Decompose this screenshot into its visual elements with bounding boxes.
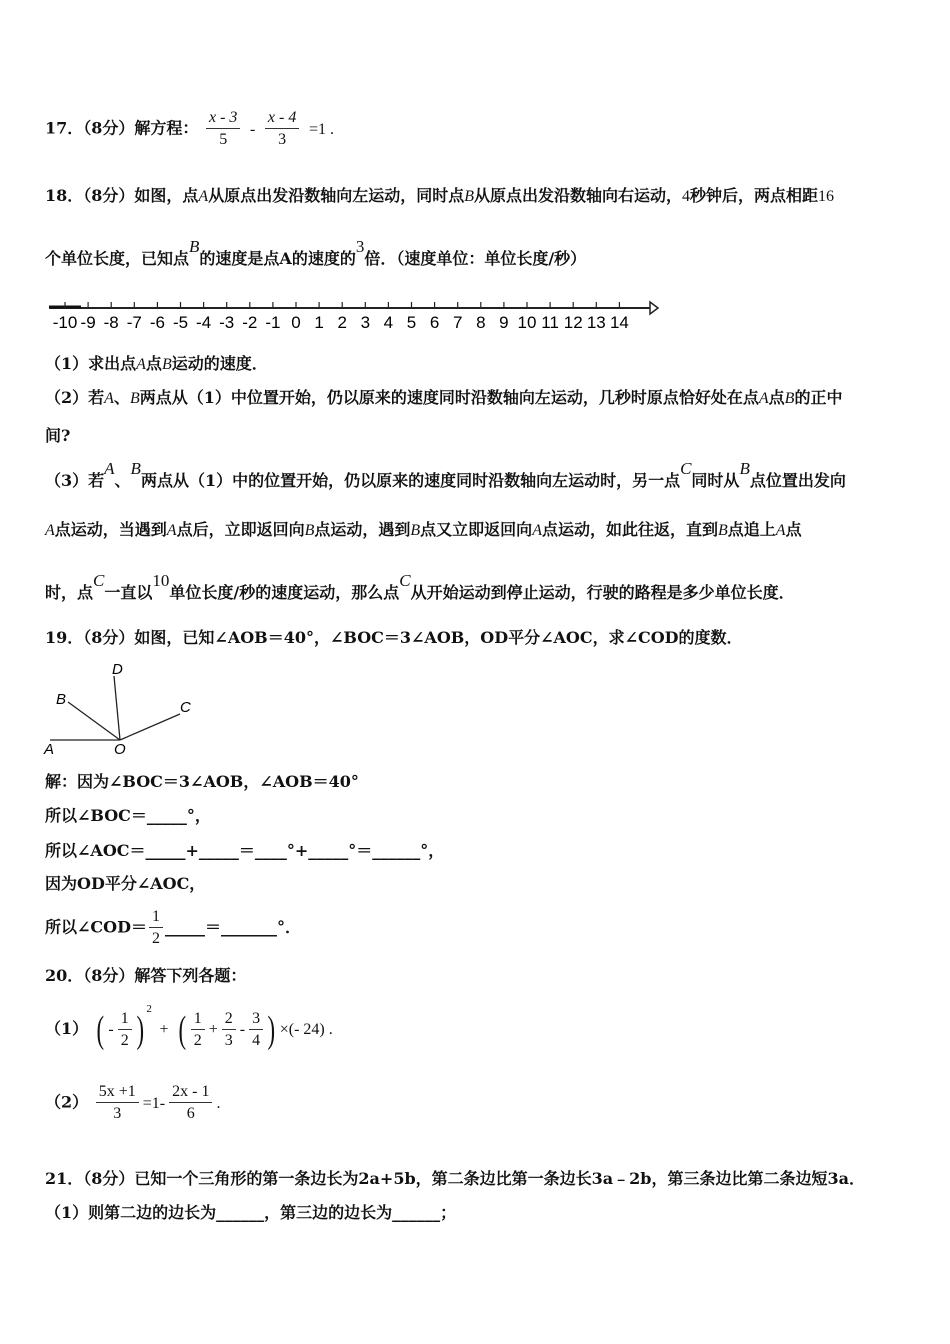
axis-label: 4 [383, 313, 394, 332]
q17-line: 17．（8分）解方程： $\frac{x - 3}{5}$ - $\frac{x - 4}{3}$ =1 . [45, 109, 334, 148]
axis-label: 1 [314, 313, 324, 332]
number-line [45, 296, 665, 340]
label-a: A [44, 741, 55, 758]
q17-number: 17． [45, 118, 84, 138]
q19-step-4: 因为OD平分∠AOC， [45, 874, 206, 893]
axis-label: 0 [291, 313, 301, 332]
axis-label: 5 [406, 313, 417, 332]
axis-label: 12 [563, 313, 583, 332]
axis-label: 13 [586, 313, 606, 332]
axis-label: 10 [517, 313, 537, 332]
axis-label: -9 [80, 313, 96, 332]
q18-part-2-cont: 间? [45, 426, 71, 445]
axis-label: 2 [337, 313, 347, 332]
q17-prompt: （8分）解方程： [83, 118, 199, 138]
axis-label: -1 [265, 313, 281, 332]
q20-part-1: （1） ( - $\frac{1}{2}$ ) $^2$ + ( $\frac{1}{2}$ + $\frac{2}{3}$ - $\frac{3}{4}$ ) ×(- 24) . [45, 1003, 333, 1051]
axis-label: 8 [476, 313, 486, 332]
axis-label: 3 [360, 313, 371, 332]
label-d: D [112, 661, 123, 678]
axis-label: -3 [219, 313, 235, 332]
q17-fraction-2: $\frac{x - 4}{3}$ [265, 110, 299, 148]
q20-line: 20．（8分）解答下列各题： [45, 966, 247, 985]
q19-step-1: 解：因为∠BOC＝3∠AOB，∠AOB＝40° [45, 772, 359, 791]
q18-part-1: （1）求出点A点B运动的速度． [45, 354, 268, 373]
q21-line: 21．（8分）已知一个三角形的第一条边长为2a+5b，第二条边比第一条边长3a﹣2b，第三条边比第二条边短3a． [45, 1169, 865, 1188]
axis-label: 14 [609, 313, 629, 332]
axis-label: 7 [452, 313, 463, 332]
axis-label: 9 [499, 313, 509, 332]
q19-step-3: 所以∠AOC＝_____+_____＝____°+_____°＝______°， [45, 841, 445, 860]
q18-part-3-line-3: 时，点C一直以10单位长度/秒的速度运动，那么点C从开始运动到停止运动，行驶的路程是多少单位长度． [45, 571, 795, 602]
q19-step-5: 所以∠COD＝ $\frac{1}{2}$ _____＝_______°． [45, 908, 301, 947]
axis-label: -6 [149, 313, 165, 332]
label-c: C [180, 699, 191, 716]
q19-step-2: 所以∠BOC＝_____°， [45, 806, 211, 825]
q19-line: 19．（8分）如图，已知∠AOB＝40°，∠BOC＝3∠AOB，OD平分∠AOC，求∠COD的度数． [45, 628, 743, 647]
axis-label: -7 [126, 313, 142, 332]
axis-label: -4 [196, 313, 212, 332]
axis-label: 6 [429, 313, 440, 332]
label-b: B [56, 691, 67, 708]
q17-fraction-1: $\frac{x - 3}{5}$ [206, 110, 240, 148]
axis-label: -10 [52, 313, 78, 332]
axis-label: -5 [172, 313, 189, 332]
q18-part-3-line-2: A点运动，当遇到A点后，立即返回向B点运动，遇到B点又立即返回向A点运动，如此往返，直到B点追上A点 [45, 520, 802, 539]
q18-part-2: （2）若A、B两点从（1）中位置开始，仍以原来的速度同时沿数轴向左运动，几秒时原点恰好处在点A点B的正中 [45, 388, 843, 407]
label-o: O [114, 741, 126, 758]
q19-half-fraction: $\frac{1}{2}$ [149, 909, 163, 947]
q18-line-1: 18．（8分）如图，点A从原点出发沿数轴向左运动，同时点B从原点出发沿数轴向右运动，4秒钟后，两点相距16 [45, 186, 835, 205]
q18-part-3-line-1: （3）若A、B两点从（1）中的位置开始，仍以原来的速度同时沿数轴向左运动时，另一点C同时从B点位置出发向 [45, 459, 846, 490]
q20-part-2: （2） $\frac{5x +1}{3}$ =1- $\frac{2x - 1}{6}$ . [45, 1083, 221, 1122]
q21-part-1: （1）则第二边的边长为______，第三边的边长为______； [45, 1203, 457, 1222]
q18-line-2: 个单位长度，已知点B的速度是点A的速度的3倍．（速度单位：单位长度/秒） [45, 237, 587, 268]
axis-label: 11 [541, 313, 559, 332]
angle-figure [40, 658, 210, 760]
axis-label: -8 [103, 313, 119, 332]
axis-label: -2 [242, 313, 258, 332]
